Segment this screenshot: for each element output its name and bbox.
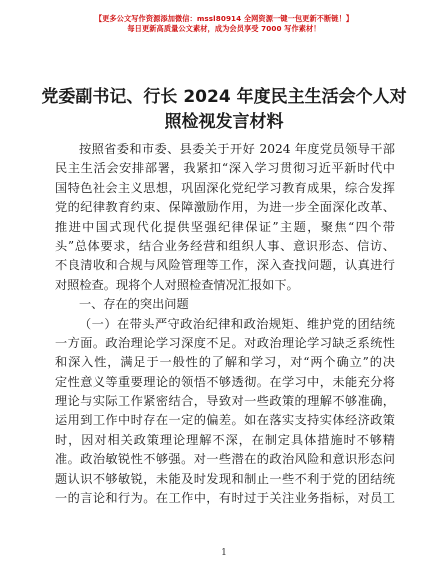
- body-line: （一）在带头严守政治纪律和政治规矩、维护党的团结统: [79, 316, 395, 331]
- promo-banner: [0, 14, 448, 34]
- body-line: 一方面。政治理论学习深度不足。对政治理论学习缺乏系统性: [55, 335, 395, 350]
- body-line: 运用到工作中时存在一定的偏差。如在落实支持实体经济政策: [55, 413, 395, 428]
- body-line: 一的言论和行为。在工作中，有时过于关注业务指标，对员工: [55, 491, 395, 506]
- body-line: 民主生活会安排部署，我紧扣“深入学习贯彻习近平新时代中: [55, 161, 395, 176]
- promo-banner-line-1: 【更多公文写作资源添加微信：mssl80914 全网资源一键一包更新不断链！】: [94, 14, 354, 23]
- body-line: 推进中国式现代化提供坚强纪律保证”主题，聚焦“四个带: [55, 219, 395, 234]
- promo-banner-line-2: 每日更新高质量公文素材，成为会员享受 7000 写作素材！: [127, 24, 321, 33]
- body-line: 时，因对相关政策理论理解不深，在制定具体措施时不够精: [55, 432, 395, 447]
- page-number: 1: [221, 548, 227, 558]
- section-heading: 一、存在的突出问题: [79, 297, 189, 312]
- body-line: 对照检查。现将个人对照检查情况汇报如下。: [55, 277, 299, 292]
- document-title: [40, 85, 408, 135]
- document-body: [55, 140, 395, 508]
- body-line: 不良清收和合规与风险管理等工作，深入查找问题，认真进行: [55, 258, 395, 273]
- body-line: 头”总体要求，结合业务经营和组织人事、意识形态、信访、: [55, 238, 395, 253]
- document-title-line-1: 党委副书记、行长 2024 年度民主生活会个人对: [41, 87, 407, 107]
- body-line: 和深入性，满足于一般性的了解和学习，对“两个确立”的决: [55, 355, 395, 370]
- document-title-line-2: 照检视发言材料: [164, 112, 284, 132]
- body-line: 国特色社会主义思想，巩固深化党纪学习教育成果，综合发挥: [55, 180, 395, 195]
- body-line: 按照省委和市委、县委关于开好 2024 年度党员领导干部: [79, 142, 395, 156]
- body-line: 题认识不够敏锐，未能及时发现和制止一些不利于党的团结统: [55, 471, 395, 486]
- body-line: 党的纪律教育约束、保障激励作用，为进一步全面深化改革、: [55, 200, 395, 215]
- body-line: 理论与实际工作紧密结合，导致对一些政策的理解不够准确，: [55, 394, 395, 409]
- body-line: 准。政治敏锐性不够强。对一些潜在的政治风险和意识形态问: [55, 452, 395, 467]
- body-line: 定性意义等重要理论的领悟不够透彻。在学习中，未能充分将: [55, 374, 395, 389]
